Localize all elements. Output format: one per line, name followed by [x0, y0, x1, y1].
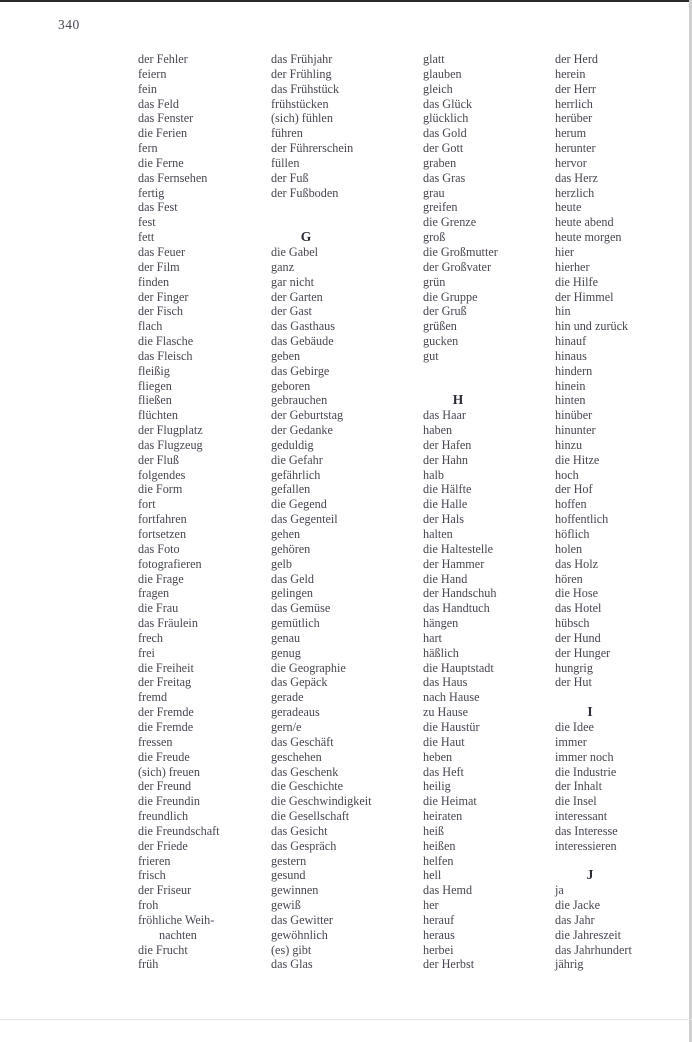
word-entry: hinüber [555, 408, 593, 423]
section-letter-heading: I [587, 704, 593, 720]
word-entry: höflich [555, 527, 590, 541]
word-entry: das Geld [271, 571, 314, 586]
word-entry: der Gast [271, 304, 312, 319]
word-entry: heilig [423, 779, 451, 794]
word-entry: hinzu [555, 437, 583, 452]
section-letter-heading: G [300, 229, 312, 245]
word-entry: der Geburtstag [271, 408, 344, 423]
word-entry: die Freundin [138, 794, 200, 809]
word-entry: herunter [555, 141, 596, 156]
word-entry: fließen [138, 393, 172, 408]
word-entry: der Hals [423, 512, 464, 527]
word-entry: folgendes [138, 467, 186, 482]
word-entry: gern/e [271, 719, 302, 734]
word-entry: froh [138, 898, 159, 913]
word-entry: das Fräulein [138, 616, 198, 631]
top-page-edge [0, 0, 692, 2]
word-entry: der Film [138, 259, 180, 274]
word-entry: das Gespräch [271, 838, 337, 853]
word-entry: fragen [138, 586, 170, 601]
word-entry: hart [423, 630, 442, 645]
word-entry: geben [271, 348, 301, 363]
word-entry: flüchten [138, 408, 178, 423]
word-entry: die Hand [423, 571, 468, 586]
word-entry: der Himmel [555, 289, 614, 304]
word-entry: gut [423, 348, 439, 363]
word-entry: das Handtuch [423, 601, 490, 616]
word-entry: flach [138, 319, 163, 334]
word-entry: fortfahren [138, 512, 187, 527]
word-entry: der Hahn [423, 452, 469, 467]
word-entry: herbei [423, 942, 454, 957]
word-entry: gehören [271, 541, 311, 556]
word-entry: gelb [271, 556, 292, 571]
word-entry: (sich) fühlen [271, 111, 333, 126]
word-entry: fleißig [138, 363, 170, 378]
word-column-4 [555, 52, 685, 972]
word-entry: gefallen [271, 482, 311, 497]
word-entry: fortsetzen [138, 527, 187, 541]
word-entry: die Form [138, 482, 183, 497]
word-entry: fest [138, 215, 156, 230]
word-entry: der Fisch [138, 304, 184, 319]
word-entry: glücklich [423, 111, 469, 126]
word-entry: fern [138, 141, 158, 156]
section-spacer [555, 690, 685, 705]
word-entry: interessant [555, 809, 608, 824]
page-number: 340 [58, 17, 80, 32]
word-entry: die Freundschaft [138, 823, 220, 838]
word-entry: hübsch [555, 616, 590, 631]
word-entry: jährig [555, 957, 584, 972]
word-entry: hinauf [555, 334, 587, 349]
word-entry: das Herz [555, 170, 598, 185]
word-entry: der Garten [271, 289, 323, 304]
word-entry: heraus [423, 927, 455, 942]
section-spacer [555, 854, 685, 869]
word-entry: holen [555, 541, 583, 556]
word-entry: feiern [138, 66, 167, 81]
word-entry: zu Hause [423, 705, 469, 720]
word-entry: genug [271, 645, 301, 660]
section-spacer [423, 379, 543, 394]
word-entry: heiß [423, 823, 444, 838]
word-entry: gewinnen [271, 883, 319, 898]
word-entry: die Hilfe [555, 274, 598, 289]
word-entry: halten [423, 527, 453, 541]
word-entry: greifen [423, 200, 458, 215]
word-entry: der Großvater [423, 259, 492, 274]
word-entry: heißen [423, 838, 456, 853]
word-entry: der Frühling [271, 66, 332, 81]
word-entry: der Finger [138, 289, 189, 304]
word-entry: gleich [423, 81, 453, 96]
word-entry: her [423, 898, 439, 913]
word-entry: gebrauchen [271, 393, 328, 408]
bottom-page-edge [0, 1019, 692, 1020]
word-entry: das Holz [555, 556, 598, 571]
word-entry: gemütlich [271, 616, 320, 631]
word-entry: die Gefahr [271, 452, 323, 467]
word-entry: der Gedanke [271, 423, 333, 438]
word-entry: der Gruß [423, 304, 467, 319]
word-entry: das Glas [271, 957, 313, 972]
word-entry: das Gebäude [271, 334, 334, 349]
word-entry: glatt [423, 52, 445, 66]
word-entry: die Ferien [138, 126, 188, 141]
section-letter-heading: H [452, 392, 464, 408]
word-entry: fett [138, 230, 155, 245]
word-entry: das Fenster [138, 111, 194, 126]
word-entry: geduldig [271, 437, 314, 452]
word-entry: die Grenze [423, 215, 477, 230]
word-entry: die Flasche [138, 334, 194, 349]
word-entry: heiraten [423, 809, 463, 824]
word-entry: hoch [555, 467, 579, 482]
word-entry: grüßen [423, 319, 457, 334]
word-entry: nach Hause [423, 690, 480, 705]
word-entry: die Gruppe [423, 289, 478, 304]
word-entry: der Fuß [271, 170, 309, 185]
word-entry: ganz [271, 259, 295, 274]
word-entry: die Insel [555, 794, 597, 809]
word-entry: häßlich [423, 645, 459, 660]
word-column-2 [271, 52, 416, 972]
word-entry: gelingen [271, 586, 313, 601]
word-entry: der Fußboden [271, 185, 339, 200]
word-entry: hierher [555, 259, 590, 274]
word-entry: die Hauptstadt [423, 660, 494, 675]
word-entry: die Halle [423, 497, 468, 512]
word-entry: das Geschenk [271, 764, 339, 779]
word-entry: die Haltestelle [423, 541, 494, 556]
word-entry: grau [423, 185, 445, 200]
word-entry: der Hut [555, 675, 592, 690]
word-entry: fertig [138, 185, 165, 200]
word-entry: gehen [271, 527, 301, 541]
word-entry: herein [555, 66, 586, 81]
word-entry: hervor [555, 155, 587, 170]
word-entry: der Friede [138, 838, 188, 853]
word-entry: das Flugzeug [138, 437, 203, 452]
word-entry: das Fest [138, 200, 178, 215]
word-entry: das Glück [423, 96, 473, 111]
word-entry: das Gasthaus [271, 319, 335, 334]
word-entry: geboren [271, 378, 311, 393]
word-entry: fein [138, 81, 157, 96]
word-entry: gewöhnlich [271, 927, 328, 942]
word-entry: gefährlich [271, 467, 321, 482]
word-entry: der Fluß [138, 452, 179, 467]
word-entry: das Gepäck [271, 675, 328, 690]
word-entry: der Führerschein [271, 141, 354, 156]
word-entry: grün [423, 274, 446, 289]
word-entry: frieren [138, 853, 171, 868]
word-entry: die Hälfte [423, 482, 472, 497]
word-entry: das Frühjahr [271, 52, 333, 66]
word-entry: glauben [423, 66, 462, 81]
section-spacer [423, 364, 543, 379]
word-entry: die Geographie [271, 660, 346, 675]
word-entry: führen [271, 126, 303, 141]
word-entry: halb [423, 467, 444, 482]
word-entry: herüber [555, 111, 593, 126]
word-entry: gar nicht [271, 274, 314, 289]
word-entry: geradeaus [271, 705, 320, 720]
word-entry: die Frau [138, 601, 179, 616]
word-entry: hin und zurück [555, 319, 629, 334]
word-entry: das Jahrhundert [555, 942, 632, 957]
word-entry: gerade [271, 690, 304, 705]
word-entry: das Gegenteil [271, 512, 338, 527]
word-entry: fressen [138, 734, 173, 749]
word-entry: graben [423, 155, 457, 170]
word-entry: haben [423, 423, 453, 438]
word-entry: hungrig [555, 660, 593, 675]
word-entry-continuation: nachten [159, 927, 197, 942]
word-entry: hier [555, 244, 574, 259]
word-entry: das Feld [138, 96, 179, 111]
word-entry: die Großmutter [423, 244, 498, 259]
word-entry: hängen [423, 616, 459, 631]
word-entry: der Gott [423, 141, 464, 156]
word-entry: gestern [271, 853, 307, 868]
word-entry: das Haar [423, 408, 466, 423]
word-entry: die Heimat [423, 794, 477, 809]
word-entry: das Fleisch [138, 348, 193, 363]
word-entry: die Idee [555, 719, 594, 734]
word-entry: frisch [138, 868, 166, 883]
word-entry: das Hemd [423, 883, 473, 898]
word-entry: der Flugplatz [138, 423, 203, 438]
word-entry: herum [555, 126, 587, 141]
word-entry: das Jahr [555, 912, 595, 927]
word-entry: das Gemüse [271, 601, 331, 616]
word-entry: frühstücken [271, 96, 329, 111]
word-entry: helfen [423, 853, 454, 868]
word-entry: hinten [555, 393, 586, 408]
word-entry: fort [138, 497, 156, 512]
word-entry: der Hammer [423, 556, 485, 571]
word-entry: die Fremde [138, 719, 194, 734]
word-entry: genau [271, 630, 301, 645]
word-entry: der Freund [138, 779, 192, 794]
word-entry: früh [138, 957, 159, 972]
word-entry: das Fernsehen [138, 170, 208, 185]
word-entry: immer noch [555, 749, 614, 764]
word-column-3 [423, 52, 543, 972]
word-entry: hoffentlich [555, 512, 609, 527]
word-column-1 [138, 52, 256, 972]
word-entry: interessieren [555, 838, 617, 853]
word-entry: freundlich [138, 809, 189, 824]
word-entry: das Interesse [555, 823, 618, 838]
word-entry: (sich) freuen [138, 764, 200, 779]
word-entry: hin [555, 304, 571, 319]
word-entry: die Jacke [555, 898, 601, 913]
word-entry: der Herr [555, 81, 596, 96]
word-entry: die Ferne [138, 155, 184, 170]
word-entry: heute [555, 200, 582, 215]
word-entry: die Geschichte [271, 779, 344, 794]
word-entry: fotografieren [138, 556, 202, 571]
word-entry: gewiß [271, 898, 301, 913]
word-entry: der Hunger [555, 645, 611, 660]
word-entry: das Gewitter [271, 912, 333, 927]
word-entry: der Herbst [423, 957, 475, 972]
word-entry: die Geschwindigkeit [271, 794, 372, 809]
word-entry: die Hitze [555, 452, 600, 467]
word-entry: das Gebirge [271, 363, 330, 378]
word-entry: immer [555, 734, 587, 749]
word-entry: hoffen [555, 497, 587, 512]
section-letter-heading: J [586, 867, 594, 883]
word-entry: finden [138, 274, 170, 289]
word-entry: gesund [271, 868, 306, 883]
section-spacer [271, 200, 416, 215]
word-entry: herauf [423, 912, 455, 927]
word-entry: ja [555, 883, 564, 898]
word-entry: fröhliche Weih- [138, 912, 215, 927]
word-entry: hören [555, 571, 583, 586]
word-entry: heute morgen [555, 230, 622, 245]
word-entry: das Geschäft [271, 734, 334, 749]
word-entry: herrlich [555, 96, 593, 111]
word-entry: der Fremde [138, 705, 194, 720]
word-entry: die Freiheit [138, 660, 194, 675]
word-entry: hinunter [555, 423, 596, 438]
word-entry: die Gegend [271, 497, 327, 512]
word-entry: die Hose [555, 586, 598, 601]
section-spacer [271, 215, 416, 230]
word-entry: das Foto [138, 541, 180, 556]
word-entry: die Gabel [271, 244, 319, 259]
word-entry: heute abend [555, 215, 614, 230]
word-entry: die Haustür [423, 719, 480, 734]
word-entry: die Gesellschaft [271, 809, 350, 824]
word-entry: die Jahreszeit [555, 927, 621, 942]
word-entry: der Herd [555, 52, 598, 66]
word-entry: fremd [138, 690, 168, 705]
word-entry: die Frage [138, 571, 184, 586]
word-entry: die Industrie [555, 764, 617, 779]
word-entry: die Haut [423, 734, 465, 749]
word-entry: der Handschuh [423, 586, 497, 601]
word-entry: das Gold [423, 126, 467, 141]
word-entry: (es) gibt [271, 942, 312, 957]
word-entry: fliegen [138, 378, 172, 393]
word-entry: frei [138, 645, 155, 660]
word-entry: der Hof [555, 482, 593, 497]
word-entry: hinaus [555, 348, 587, 363]
word-entry: geschehen [271, 749, 322, 764]
word-entry: heben [423, 749, 453, 764]
word-entry: hinein [555, 378, 586, 393]
word-entry: das Gras [423, 170, 466, 185]
word-entry: der Hund [555, 630, 601, 645]
word-entry: das Haus [423, 675, 468, 690]
word-entry: frech [138, 630, 164, 645]
word-entry: das Feuer [138, 244, 186, 259]
word-entry: gucken [423, 334, 459, 349]
word-entry: der Inhalt [555, 779, 603, 794]
word-entry: die Freude [138, 749, 190, 764]
word-entry: füllen [271, 155, 300, 170]
word-entry: hell [423, 868, 442, 883]
word-entry: das Hotel [555, 601, 602, 616]
word-entry: der Freitag [138, 675, 192, 690]
word-entry: groß [423, 230, 446, 245]
word-entry: der Hafen [423, 437, 472, 452]
word-entry: die Frucht [138, 942, 188, 957]
word-entry: der Fehler [138, 52, 188, 66]
word-entry: hindern [555, 363, 593, 378]
word-entry: der Friseur [138, 883, 192, 898]
word-entry: herzlich [555, 185, 595, 200]
word-entry: das Heft [423, 764, 464, 779]
word-entry: das Gesicht [271, 823, 328, 838]
word-entry: das Frühstück [271, 81, 340, 96]
